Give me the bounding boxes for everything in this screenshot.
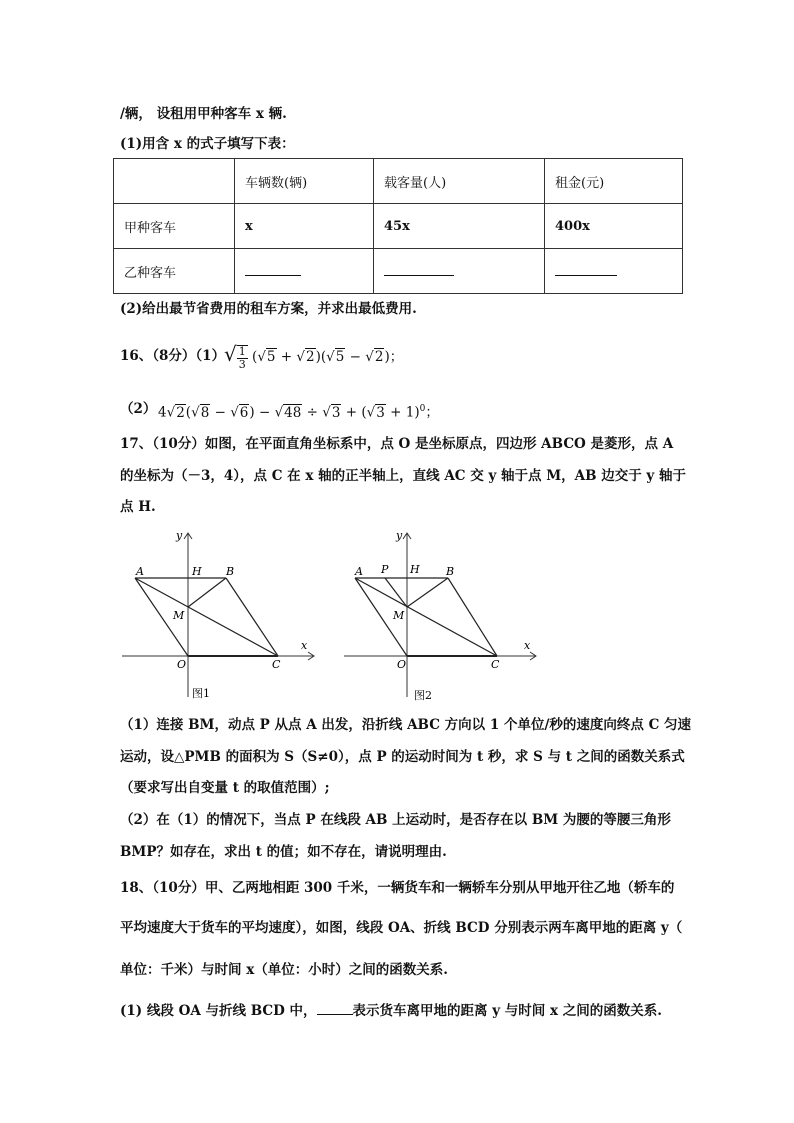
fig1-label-y: y	[176, 529, 183, 542]
fig1-label-M: M	[173, 609, 185, 622]
q18-line1: 18、（10分）甲、乙两地相距 300 千米，一辆货车和一辆轿车分别从甲地开往乙地（轿车的	[120, 880, 675, 896]
q18-line3: 单位：千米）与时间 x（单位：小时）之间的函数关系.	[120, 962, 448, 978]
table-row	[114, 249, 683, 294]
q17-sub2-line2: BMP？如存在，求出 t 的值；如不存在，请说明理由.	[120, 844, 447, 860]
answer-blank[interactable]	[317, 1002, 353, 1015]
q17-sub1-line1: （1）连接 BM，动点 P 从点 A 出发，沿折线 ABC 方向以 1 个单位/秒的速度向终点 C 匀速	[120, 717, 692, 733]
q18-sub1-pre: (1) 线段 OA 与折线 BCD 中，	[120, 1003, 317, 1019]
table-cell	[114, 159, 235, 204]
q16-tail-2: ；	[425, 404, 439, 421]
fig1-label-C: C	[272, 658, 281, 671]
figure-1	[118, 525, 328, 705]
q17-sub1-line3: （要求写出自变量 t 的取值范围）;	[120, 780, 330, 796]
table-cell: 载客量(人)	[374, 159, 545, 204]
fig1-label-H: H	[192, 565, 202, 578]
table-cell: 车辆数(辆)	[235, 159, 374, 204]
q17-line1: 17、（10分）如图，在平面直角坐标系中，点 O 是坐标原点，四边形 ABCO 是菱形，点 A	[120, 436, 674, 452]
q16-tail-1: ；	[389, 349, 404, 365]
q16-expression-2: $4√2(√8 - √6) - √48 \div √3 + (√3 + 1)^0$；	[158, 404, 439, 421]
table-cell: 400x	[545, 204, 683, 249]
fig1-caption: 图1	[192, 687, 210, 700]
table-cell: x	[235, 204, 374, 249]
fig2-label-x: x	[524, 639, 531, 652]
q17-sub1-line2: 运动，设△PMB 的面积为 S（S≠0），点 P 的运动时间为 t 秒，求 S 与 t 之间的函数关系式	[120, 749, 685, 765]
q17-line2: 的坐标为（－3，4），点 C 在 x 轴的正半轴上，直线 AC 交 y 轴于点 M，AB 边交于 y 轴于	[120, 468, 686, 484]
answer-blank[interactable]	[545, 249, 683, 294]
fig2-caption: 图2	[414, 689, 432, 702]
figure-2	[340, 525, 550, 705]
q16-label1: 16、（8分）（1）	[120, 348, 226, 364]
rental-table	[113, 158, 683, 294]
q18-sub1	[120, 1001, 662, 1021]
q15-line-cont: /辆， 设租用甲种客车 x 辆.	[120, 106, 287, 122]
q18-sub1-post: 表示货车离甲地的距离 y 与时间 x 之间的函数关系.	[352, 1003, 662, 1019]
answer-blank[interactable]	[235, 249, 374, 294]
fig1-label-B: B	[226, 565, 235, 578]
answer-blank[interactable]	[374, 249, 545, 294]
fig2-label-B: B	[446, 565, 455, 578]
fig1-label-O: O	[177, 658, 187, 671]
fig2-label-H: H	[410, 563, 420, 576]
q16-label2: （2）	[120, 401, 157, 417]
q15-part1: (1)用含 x 的式子填写下表：	[120, 136, 295, 152]
fig2-label-P: P	[381, 563, 389, 576]
q17-sub2-line1: （2）在（1）的情况下，当点 P 在线段 AB 上运动时，是否存在以 BM 为腰的等腰三角形	[120, 812, 671, 828]
q17-line3: 点 H.	[120, 499, 156, 515]
fig1-label-A: A	[136, 565, 144, 578]
q18-line2: 平均速度大于货车的平均速度），如图，线段 OA、折线 BCD 分别表示两车离甲地的距离 y（	[120, 920, 683, 936]
table-cell: 乙种客车	[114, 249, 235, 294]
table-cell: 45x	[374, 204, 545, 249]
fig2-label-A: A	[355, 565, 363, 578]
fig2-label-O: O	[397, 658, 407, 671]
table-header-row	[114, 159, 683, 204]
q15-part2: (2)给出最节省费用的租车方案，并求出最低费用.	[120, 301, 417, 317]
q16-expression-1: √ $\frac{1}{3}$ (√5 + √2)(√5 − √2)；	[224, 342, 404, 371]
table-cell: 甲种客车	[114, 204, 235, 249]
table-cell: 租金(元)	[545, 159, 683, 204]
fig2-label-y: y	[396, 529, 403, 542]
fig2-label-M: M	[393, 609, 405, 622]
fig1-label-x: x	[301, 639, 308, 652]
fig2-label-C: C	[491, 658, 500, 671]
table-row	[114, 204, 683, 249]
